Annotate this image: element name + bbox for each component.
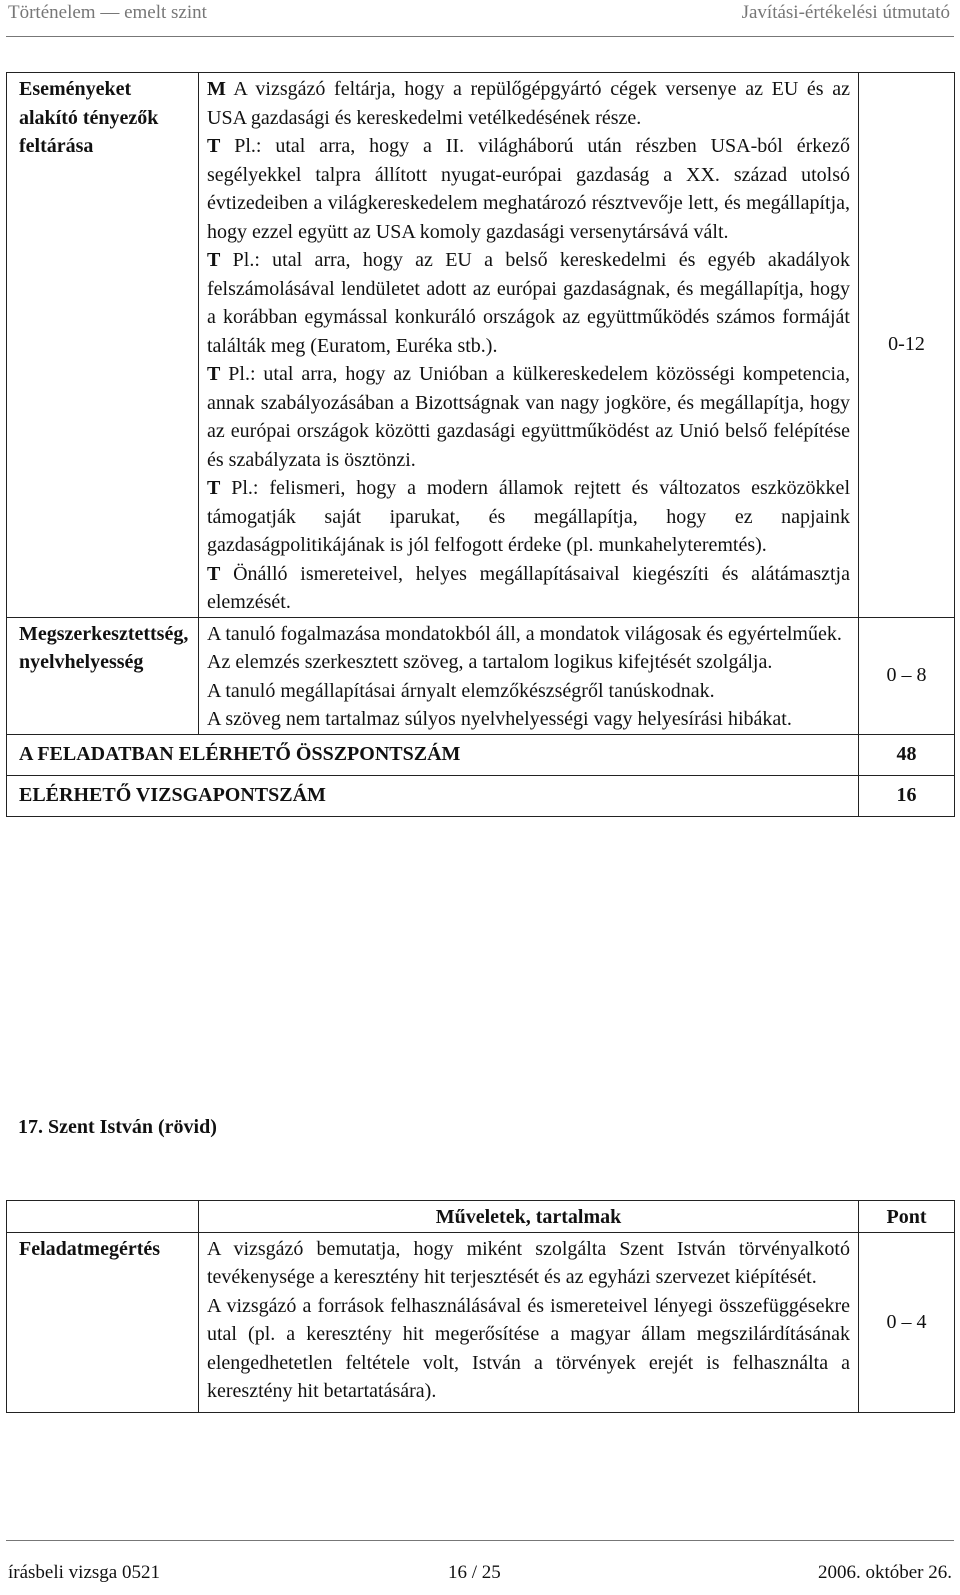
exam-points-value: 16 bbox=[859, 775, 955, 816]
header-doc-type: Javítási-értékelési útmutató bbox=[741, 2, 950, 23]
column-header-points: Pont bbox=[859, 1201, 955, 1233]
list-item: A tanuló fogalmazása mondatokból áll, a mondatok világosak és egyértelműek. bbox=[207, 622, 842, 645]
footer-exam-code: írásbeli vizsga 0521 bbox=[8, 1562, 160, 1583]
header-rule bbox=[6, 36, 954, 37]
total-row bbox=[7, 734, 955, 775]
list-item: M A vizsgázó feltárja, hogy a repülőgépgyártó cégek versenye az EU és az USA gazdasági és kereskedelmi vetélkedésének része. bbox=[207, 78, 850, 129]
list-item: T Pl.: utal arra, hogy az Unióban a külkereskedelem közösségi kompetencia, annak szabályozásában a Bizottságnak van nagy jogköre, és megállapítja, hogy az európai országok közötti gazdasági együttműködést az Unió belső felépítése és szabályzata is ösztönzi. bbox=[207, 363, 850, 471]
criterion-description bbox=[199, 1232, 859, 1412]
grading-table-17 bbox=[6, 1200, 955, 1413]
grading-table-16 bbox=[6, 72, 955, 817]
footer-page-number: 16 / 25 bbox=[448, 1562, 501, 1583]
header-empty-cell bbox=[7, 1201, 199, 1233]
table-header-row bbox=[7, 1201, 955, 1233]
list-item: A tanuló megállapításai árnyalt elemzőkészségről tanúskodnak. bbox=[207, 679, 715, 702]
exam-points-label: ELÉRHETŐ VIZSGAPONTSZÁM bbox=[7, 775, 859, 816]
header-subject: Történelem — emelt szint bbox=[8, 2, 207, 23]
total-row bbox=[7, 775, 955, 816]
table-row bbox=[7, 73, 955, 618]
criterion-cell: Eseményeket alakító tényezők feltárása bbox=[7, 73, 199, 618]
list-item: A vizsgázó bemutatja, hogy miként szolgálta Szent István törvényalkotó tevékenysége a keresztény hit terjesztését és az egyházi szervezet kiépítését. bbox=[207, 1237, 850, 1288]
page-header bbox=[0, 0, 960, 34]
table-row bbox=[7, 1232, 955, 1412]
points-cell: 0 – 4 bbox=[859, 1232, 955, 1412]
points-cell: 0-12 bbox=[859, 73, 955, 618]
section-title: 17. Szent István (rövid) bbox=[18, 1116, 217, 1138]
list-item: A szöveg nem tartalmaz súlyos nyelvhelyességi vagy helyesírási hibákat. bbox=[207, 708, 792, 730]
list-item: T Önálló ismereteivel, helyes megállapításaival kiegészíti és alátámasztja elemzését. bbox=[207, 562, 850, 613]
table-row bbox=[7, 617, 955, 734]
list-item: T Pl.: utal arra, hogy a II. világháború után részben USA-ból érkező segélyekkel talpra állított nyugat-európai gazdaság a XX. század utolsó évtizedeiben a világkereskedelem meghatározó résztvevője lett, és megállapítja, hogy ezzel együtt az USA komoly gazdasági versenytársává vált. bbox=[207, 135, 850, 243]
footer-rule bbox=[6, 1540, 954, 1541]
page-footer bbox=[0, 1540, 960, 1595]
points-cell: 0 – 8 bbox=[859, 617, 955, 734]
list-item: Az elemzés szerkesztett szöveg, a tartalom logikus kifejtését szolgálja. bbox=[207, 651, 773, 673]
column-header-operations: Műveletek, tartalmak bbox=[199, 1201, 859, 1233]
criterion-description bbox=[199, 617, 859, 734]
total-label: A FELADATBAN ELÉRHETŐ ÖSSZPONTSZÁM bbox=[7, 734, 859, 775]
footer-date: 2006. október 26. bbox=[817, 1562, 952, 1583]
criterion-cell: Megszerkesztettség, nyelvhelyesség bbox=[7, 617, 199, 734]
criterion-cell: Feladatmegértés bbox=[7, 1232, 199, 1412]
total-value: 48 bbox=[859, 734, 955, 775]
list-item: A vizsgázó a források felhasználásával és ismereteivel lényegi összefüggésekre utal (pl. a keresztény hit megerősítése a magyar állam megszilárdításának elengedhetetlen feltétele volt, István a törvények erejét is felhasználta a keresztény hit betartatására). bbox=[207, 1294, 850, 1402]
list-item: T Pl.: felismeri, hogy a modern államok rejtett és változatos eszközökkel támogatják saját iparukat, és megállapítja, hogy ez napjaink gazdaságpolitikájának is jól felfogott érdeke (pl. munkahelyteremtés). bbox=[207, 477, 850, 556]
list-item: T Pl.: utal arra, hogy az EU a belső kereskedelmi és egyéb akadályok felszámolásával lendületet adott az európai gazdaságnak, és megállapítja, hogy a korábban egymással konkuráló országok az együttműködés számos formáját találták meg (Euratom, Euréka stb.). bbox=[207, 249, 850, 357]
criterion-description bbox=[199, 73, 859, 618]
